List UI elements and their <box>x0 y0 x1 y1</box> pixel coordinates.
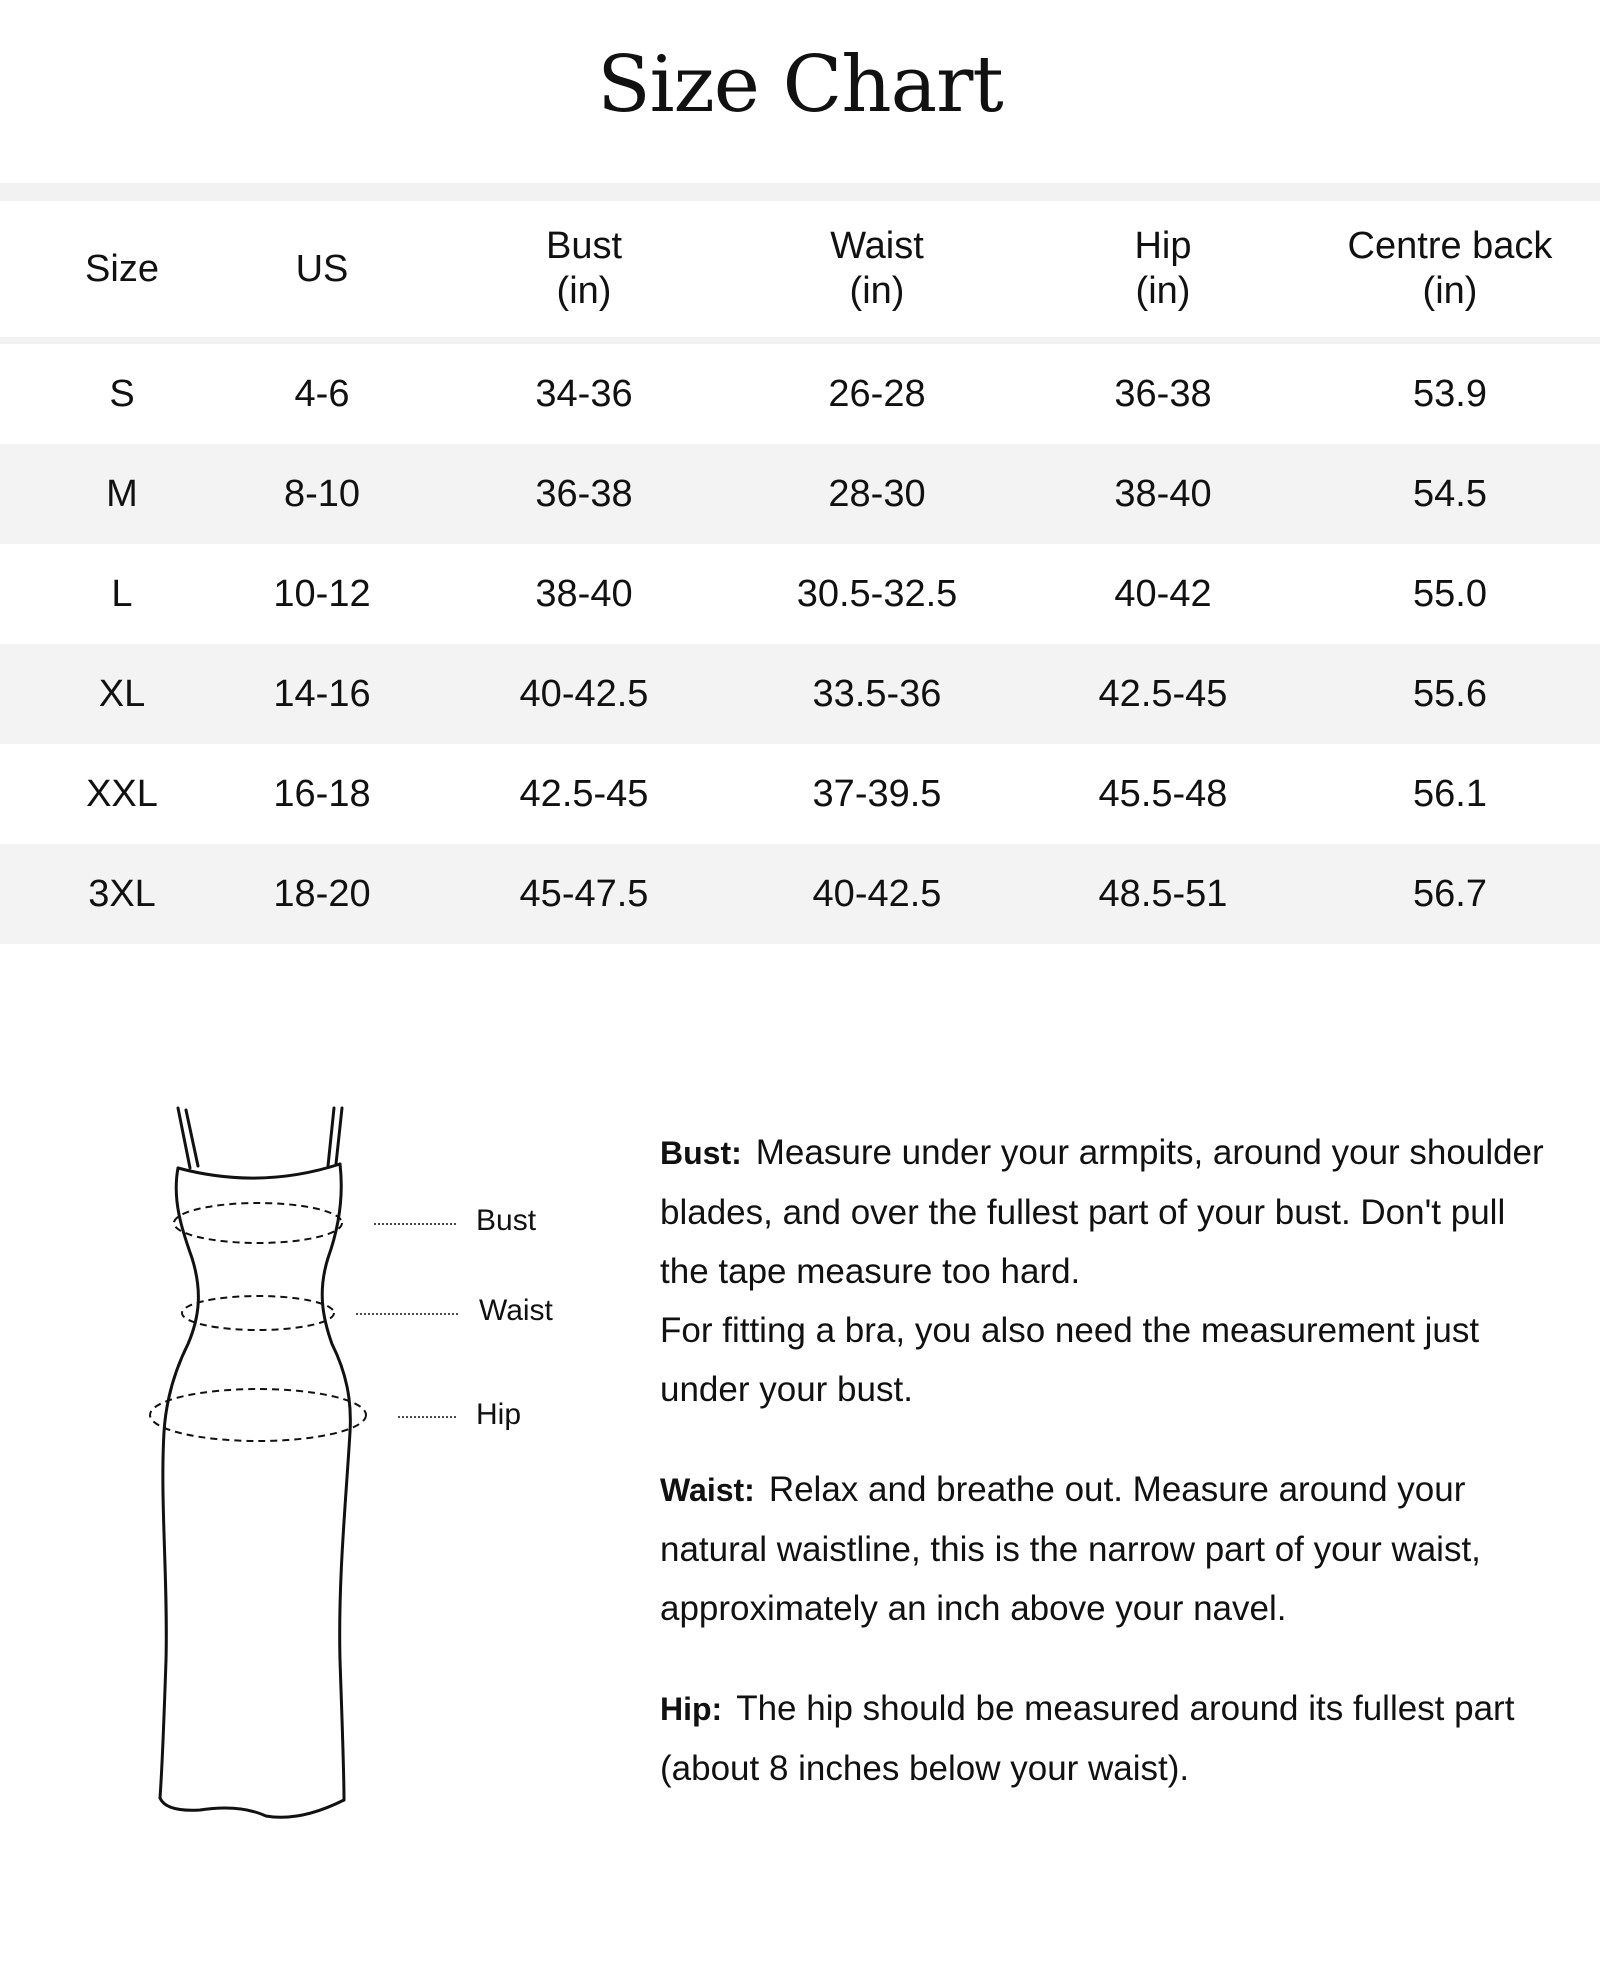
cell-waist: 30.5-32.5 <box>796 572 958 615</box>
table-row <box>0 444 1600 544</box>
cell-bust: 38-40 <box>535 572 633 615</box>
cell-bust: 34-36 <box>535 372 633 415</box>
cell-us: 18-20 <box>273 872 371 915</box>
cell-us: 16-18 <box>273 772 371 815</box>
cell-bust: 42.5-45 <box>519 772 649 815</box>
cell-bust: 40-42.5 <box>519 672 649 715</box>
table-row <box>0 544 1600 644</box>
cell-hip: 42.5-45 <box>1098 672 1228 715</box>
dress-outline-icon <box>0 1080 620 1840</box>
cell-size: 3XL <box>88 872 156 915</box>
header-size: Size <box>85 247 159 290</box>
table-row <box>0 644 1600 744</box>
cell-bust: 36-38 <box>535 472 633 515</box>
cell-waist: 26-28 <box>828 372 926 415</box>
header-separator <box>0 337 1600 344</box>
cell-centre-back: 55.6 <box>1413 672 1487 715</box>
header-bust: Bust (in) <box>545 225 623 312</box>
cell-waist: 37-39.5 <box>812 772 942 815</box>
header-hip: Hip (in) <box>1134 225 1192 312</box>
hip-term: Hip: <box>660 1691 723 1727</box>
cell-hip: 38-40 <box>1114 472 1212 515</box>
table-header <box>0 201 1600 337</box>
cell-us: 10-12 <box>273 572 371 615</box>
cell-size: XL <box>98 672 146 715</box>
bust-instructions <box>660 1123 1560 1419</box>
header-waist: Waist (in) <box>830 225 924 312</box>
waist-text: Relax and breathe out. Measure around your natural waistline, this is the narrow part of your waist, approximately an inch above your navel. <box>660 1470 1481 1628</box>
waist-instructions <box>660 1460 1560 1638</box>
header-us: US <box>295 247 349 290</box>
dress-measurement-diagram <box>0 1080 620 1840</box>
cell-size: M <box>106 472 138 515</box>
cell-centre-back: 55.0 <box>1413 572 1487 615</box>
bust-term: Bust: <box>660 1135 742 1171</box>
cell-centre-back: 56.1 <box>1413 772 1487 815</box>
hip-text: The hip should be measured around its fullest part (about 8 inches below your waist). <box>660 1689 1515 1788</box>
cell-hip: 45.5-48 <box>1098 772 1228 815</box>
cell-size: L <box>111 572 133 615</box>
bust-bra-text: For fitting a bra, you also need the measurement just under your bust. <box>660 1311 1480 1409</box>
table-row <box>0 844 1600 944</box>
cell-waist: 40-42.5 <box>812 872 942 915</box>
cell-bust: 45-47.5 <box>519 872 649 915</box>
hip-instructions <box>660 1679 1560 1798</box>
cell-hip: 48.5-51 <box>1098 872 1228 915</box>
size-table-body <box>0 344 1600 944</box>
table-row <box>0 344 1600 444</box>
cell-waist: 33.5-36 <box>812 672 942 715</box>
waist-term: Waist: <box>660 1472 755 1508</box>
cell-waist: 28-30 <box>828 472 926 515</box>
cell-size: S <box>109 372 135 415</box>
bust-text: Measure under your armpits, around your shoulder blades, and over the fullest part of your bust. Don't pull the tape measure too hard. <box>660 1133 1544 1291</box>
cell-centre-back: 54.5 <box>1413 472 1487 515</box>
waist-label: Waist <box>479 1294 553 1327</box>
cell-hip: 36-38 <box>1114 372 1212 415</box>
cell-us: 14-16 <box>273 672 371 715</box>
cell-size: XXL <box>86 772 158 815</box>
header-centre-back: Centre back (in) <box>1347 225 1553 312</box>
bust-label: Bust <box>476 1204 537 1237</box>
cell-us: 4-6 <box>294 372 350 415</box>
hip-label: Hip <box>476 1398 522 1431</box>
cell-centre-back: 53.9 <box>1413 372 1487 415</box>
page-title: Size Chart <box>597 40 1003 130</box>
header-top-band <box>0 183 1600 201</box>
table-row <box>0 744 1600 844</box>
cell-us: 8-10 <box>283 472 361 515</box>
cell-hip: 40-42 <box>1114 572 1212 615</box>
cell-centre-back: 56.7 <box>1413 872 1487 915</box>
